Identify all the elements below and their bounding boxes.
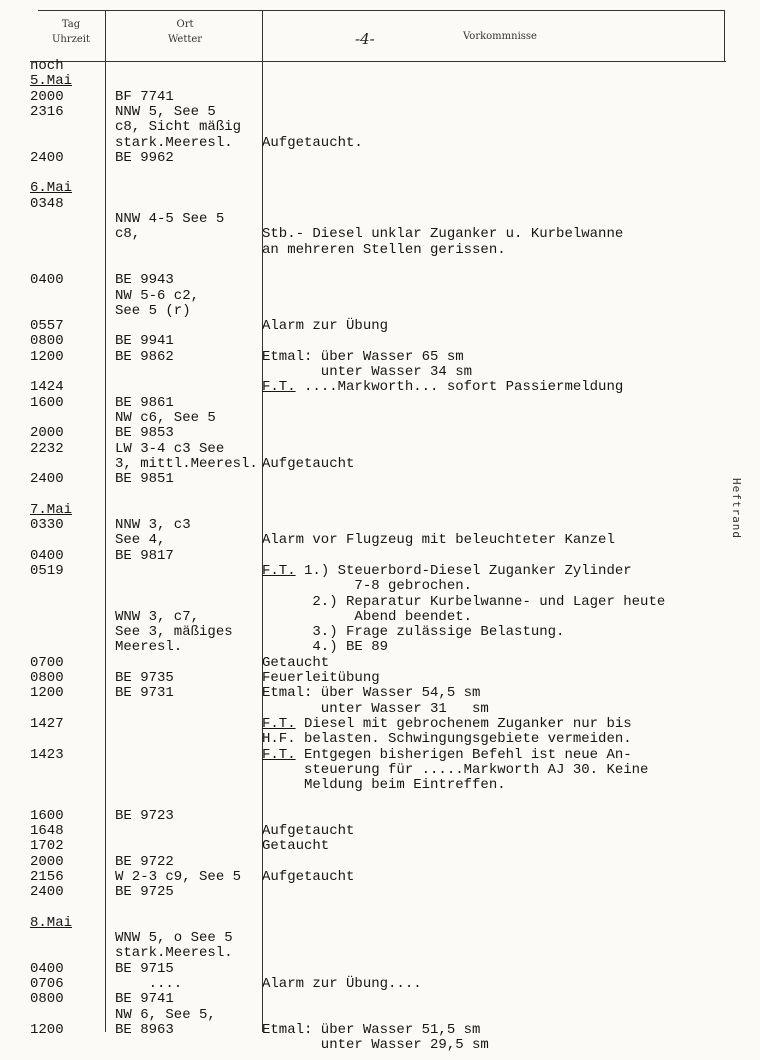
entry-time: 0706 [30,976,64,992]
entry-location-weather: BE 9715 [115,960,174,977]
entry-event-text: Diesel mit gebrochenem Zuganker nur bis [295,715,632,732]
entry-location-weather: BF 7741 [115,88,174,105]
entry-time: 0519 [30,562,64,579]
entry-location-weather: NW 5-6 c2, [115,287,200,304]
entry-time: 1423 [30,746,64,763]
entry-time: 1648 [30,823,64,839]
entry-event [262,748,632,763]
entry-time: 2400 [30,884,64,901]
entry-time: 0800 [30,333,64,350]
entry-event: Etmal: über Wasser 65 sm [262,348,464,365]
entry-location-weather: WNW 5, o See 5 [115,930,233,947]
entry-event: Aufgetaucht. [262,134,363,151]
entry-time: 2232 [30,440,64,457]
entry-event: Feuerleitübung [262,670,380,686]
entry-time: 2156 [30,868,64,885]
entry-time: 1200 [30,685,64,702]
entry-location-weather: c8, Sicht mäßig [115,119,242,136]
entry-time: 1702 [30,838,64,855]
header-col1 [40,17,102,47]
entry-event: Meldung beim Eintreffen. [262,777,506,794]
entry-location-weather: BE 9851 [115,471,174,488]
entry-location-weather: BE 9853 [115,425,174,442]
entry-event: Aufgetaucht [262,868,355,885]
entry-location-weather: BE 9962 [115,149,174,166]
entry-time: 0400 [30,272,64,289]
entry-time: 0400 [30,547,64,564]
entry-location-weather: BE 9817 [115,547,174,564]
header-col1-line1: Tag [61,19,81,30]
entry-date: 7.Mai [30,501,73,518]
entry-event: Alarm zur Übung [262,318,389,335]
ft-label: F.T. [262,562,296,579]
header-bottom-rule [30,61,726,62]
entry-event: Getaucht [262,838,330,855]
entry-location-weather: NNW 5, See 5 [115,103,216,120]
entry-event: Alarm vor Flugzeug mit beleuchteter Kanzel [262,532,615,549]
entry-time: 2000 [30,88,64,105]
header-col2 [110,17,260,47]
entry-event: steuerung für .....Markworth AJ 30. Keine [262,761,649,778]
entry-location-weather: BE 9722 [115,853,174,870]
entry-date: 6.Mai [30,180,73,197]
entry-location-weather: BE 9725 [115,884,174,901]
entry-time: 0700 [30,654,64,671]
entry-time: 2000 [30,853,64,870]
entry-event: Aufgetaucht [262,455,355,472]
entry-event: Alarm zur Übung.... [262,976,422,992]
entry-event: Aufgetaucht [262,823,355,839]
entry-time: 1427 [30,715,64,732]
entry-time: 0800 [30,670,64,686]
entry-location-weather: BE 9861 [115,394,174,411]
entry-location-weather: BE 9941 [115,333,174,350]
entry-location-weather: stark.Meeresl. [115,134,233,151]
entry-event: Etmal: über Wasser 51,5 sm [262,1021,481,1038]
entry-location-weather: BE 8963 [115,1021,174,1038]
column-rule-1 [105,10,106,1032]
entry-event: H.F. belasten. Schwingungsgebiete vermeiden. [262,731,632,748]
entry-time: 1424 [30,379,64,396]
entry-location-weather: See 4, [115,532,166,549]
entry-location-weather: Meeresl. [115,639,183,656]
entry-date: 5.Mai [30,73,73,90]
entry-event: 4.) BE 89 [262,639,389,656]
entry-time: 0400 [30,960,64,977]
entry-location-weather: BE 9943 [115,272,174,289]
entry-location-weather: BE 9741 [115,991,174,1008]
entry-event-text: ....Markworth... sofort Passiermeldung [295,379,624,396]
entry-time: noch [30,58,64,74]
entry-event: an mehreren Stellen gerissen. [262,241,506,258]
entry-event: unter Wasser 34 sm [262,364,473,380]
ft-label: F.T. [262,746,296,763]
header-col2-line1: Ort [176,19,194,30]
entry-event-text: Entgegen bisherigen Befehl ist neue An- [295,746,632,763]
entry-location-weather: See 5 (r) [115,302,191,319]
entry-event: 3.) Frage zulässige Belastung. [262,624,565,641]
entry-time: 1200 [30,1021,64,1038]
entry-location-weather: W 2-3 c9, See 5 [115,868,242,885]
entry-event: 2.) Reparatur Kurbelwanne- und Lager heute [262,593,666,610]
entry-time: 2400 [30,471,64,488]
entry-time: 1200 [30,348,64,365]
entry-event: Getaucht [262,654,330,671]
entry-event [262,564,632,579]
entry-location-weather: stark.Meeresl. [115,945,233,962]
entry-location-weather: See 3, mäßiges [115,624,233,641]
entry-time: 2316 [30,103,64,120]
ft-label: F.T. [262,715,296,732]
entry-time: 2400 [30,149,64,166]
entry-time: 0557 [30,318,64,335]
page-number: -4- [355,30,375,48]
entry-location-weather: NW 6, See 5, [115,1006,216,1023]
entry-location-weather: NNW 3, c3 [115,517,191,533]
entry-time: 2000 [30,425,64,442]
entry-event [262,380,623,395]
entry-location-weather: WNW 3, c7, [115,608,200,625]
header-top-rule [38,10,725,11]
entry-time: 1600 [30,807,64,824]
entry-location-weather: NW c6, See 5 [115,409,216,426]
entry-location-weather: LW 3-4 c3 See [115,440,225,457]
margin-label: Heftrand [730,478,743,539]
entry-time: 0800 [30,991,64,1008]
entry-event-text: 1.) Steuerbord-Diesel Zuganker Zylinder [295,562,632,579]
entry-location-weather: c8, [115,226,141,243]
entry-location-weather: BE 9735 [115,670,174,686]
entry-time: 1600 [30,394,64,411]
entry-location-weather: BE 9723 [115,807,174,824]
entry-date: 8.Mai [30,914,73,931]
entry-location-weather: BE 9862 [115,348,174,365]
entry-location-weather: BE 9731 [115,685,174,702]
entry-event: unter Wasser 29,5 sm [262,1037,489,1054]
entry-event: 7-8 gebrochen. [262,578,473,595]
entry-event: unter Wasser 31 sm [262,700,489,717]
entry-time: 0330 [30,517,64,533]
entry-event [262,717,632,732]
entry-event: Etmal: über Wasser 54,5 sm [262,685,481,702]
right-rule [724,10,725,62]
entry-event: Abend beendet. [262,608,473,625]
entry-location-weather: NNW 4-5 See 5 [115,211,225,227]
header-col3: Vorkommnisse [463,31,537,42]
header-col2-line2: Wetter [167,34,203,45]
ft-label: F.T. [262,379,296,396]
header-col1-line2: Uhrzeit [51,34,91,45]
entry-location-weather: .... [115,976,183,992]
entry-location-weather: 3, mittl.Meeresl. [115,455,258,472]
entry-time: 0348 [30,195,64,212]
entry-event: Stb.- Diesel unklar Zuganker u. Kurbelwanne [262,226,624,243]
